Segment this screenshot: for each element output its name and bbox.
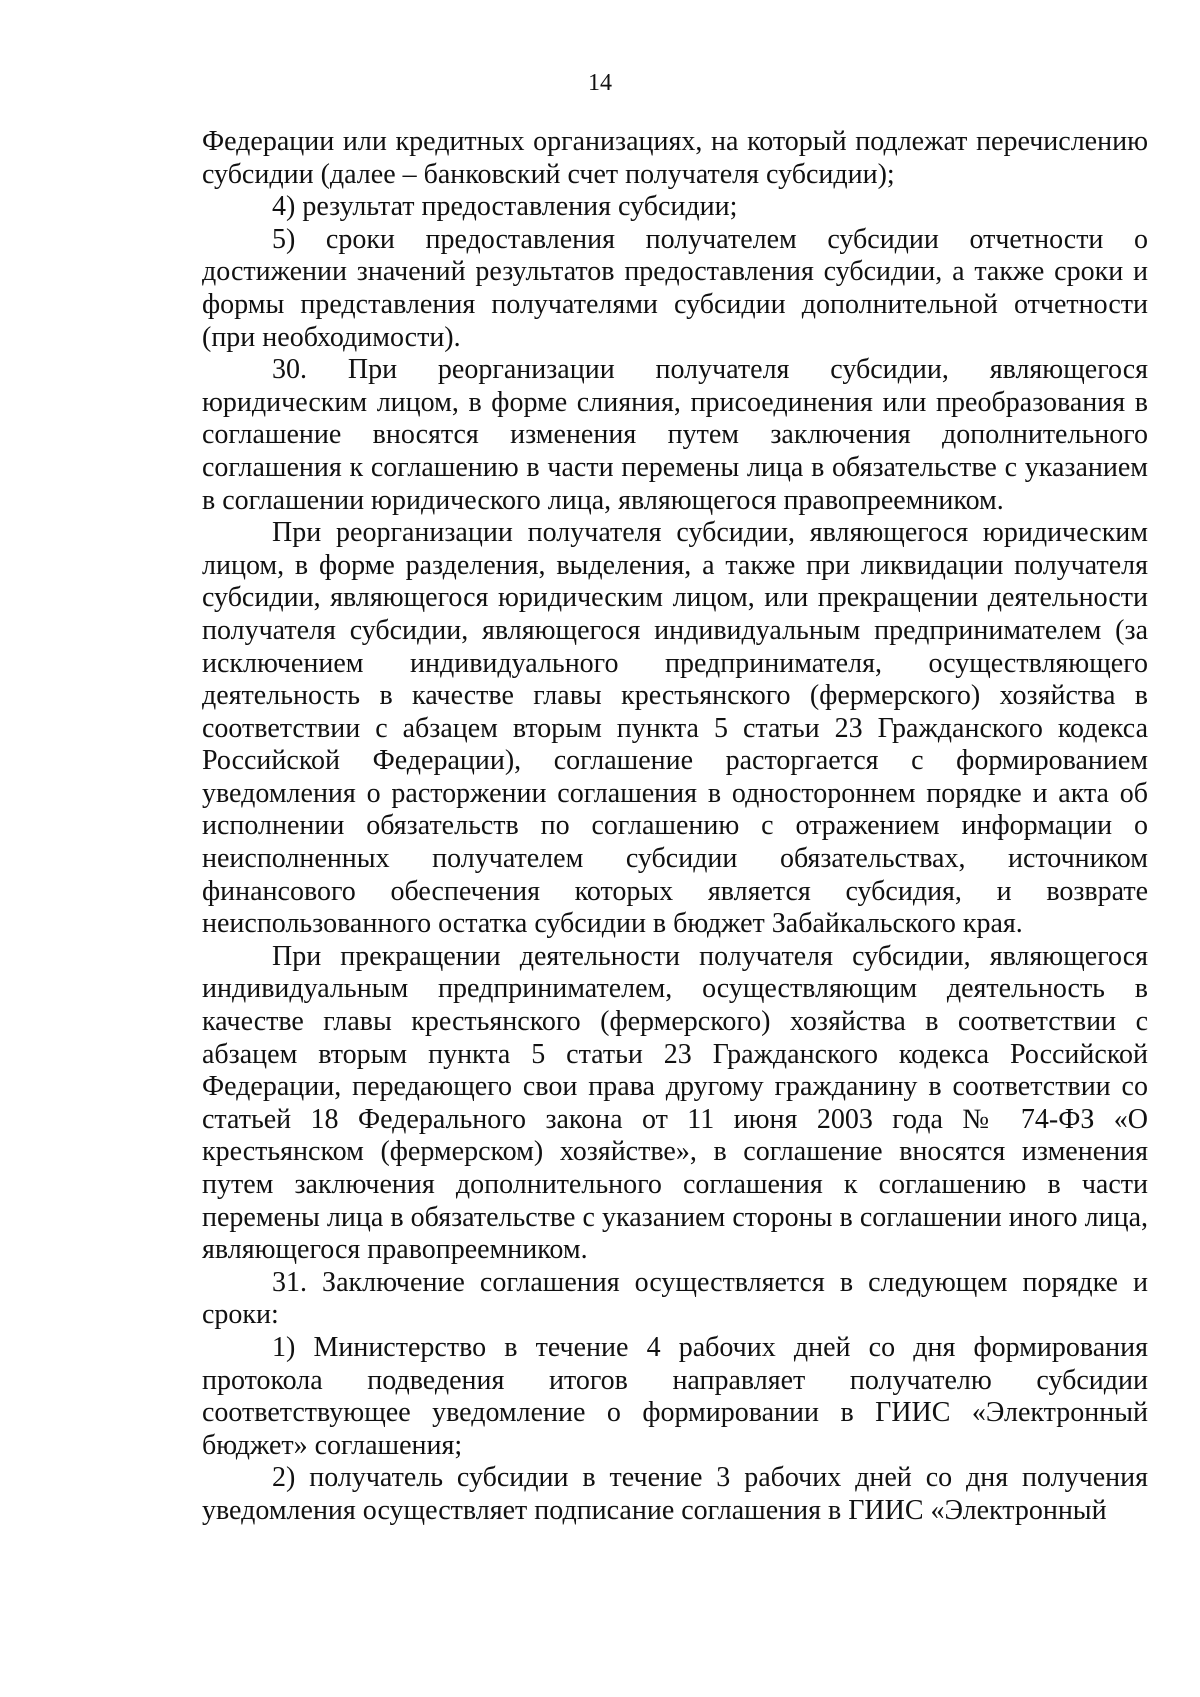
paragraph-item-5: 5) сроки предоставления получателем субсидии отчетности о достижении значений результатов предоставления субсидии, а также сроки и формы представления получателями субсидии дополнительной отчетности (при необходимости). [202,223,1148,353]
paragraph-clause-31: 31. Заключение соглашения осуществляется в следующем порядке и сроки: [202,1266,1148,1331]
page-number: 14 [588,70,612,96]
paragraph-reorganization: При реорганизации получателя субсидии, являющегося юридическим лицом, в форме разделения, выделения, а также при ликвидации получателя субсидии, являющегося юридическим лицом, или прекращении деятельности получателя субсидии, являющегося индивидуальным предпринимателем (за исключением индивидуального предпринимателя, осуществляющего деятельность в качестве главы крестьянского (фермерского) хозяйства в соответствии с абзацем вторым пункта 5 статьи 23 Гражданского кодекса Российской Федерации), соглашение расторгается с формированием уведомления о расторжении соглашения в одностороннем порядке и акта об исполнении обязательств по соглашению с отражением информации о неисполненных получателем субсидии обязательствах, источником финансового обеспечения которых является субсидия, и возврате неиспользованного остатка субсидии в бюджет Забайкальского края. [202,517,1148,940]
paragraph-step-2: 2) получатель субсидии в течение 3 рабочих дней со дня получения уведомления осуществляет подписание соглашения в ГИИС «Электронный [202,1462,1148,1526]
document-body [202,126,1148,1528]
paragraph-clause-30: 30. При реорганизации получателя субсидии, являющегося юридическим лицом, в форме слияния, присоединения или преобразования в соглашение вносятся изменения путем заключения дополнительного соглашения к соглашению в части перемены лица в обязательстве с указанием в соглашении юридического лица, являющегося правопреемником. [202,354,1148,516]
paragraph-step-1: 1) Министерство в течение 4 рабочих дней со дня формирования протокола подведения итогов направляет получателю субсидии соответствующее уведомление о формировании в ГИИС «Электронный бюджет» соглашения; [202,1331,1148,1461]
paragraph-termination: При прекращении деятельности получателя субсидии, являющегося индивидуальным предпринимателем, осуществляющим деятельность в качестве главы крестьянского (фермерского) хозяйства в соответствии с абзацем вторым пункта 5 статьи 23 Гражданского кодекса Российской Федерации, передающего свои права другому гражданину в соответствии со статьей 18 Федерального закона от 11 июня 2003 года № 74-ФЗ «О крестьянском (фермерском) хозяйстве», в соглашение вносятся изменения путем заключения дополнительного соглашения к соглашению в части перемены лица в обязательстве с указанием стороны в соглашении иного лица, являющегося правопреемником. [202,940,1148,1266]
paragraph-continuation: Федерации или кредитных организациях, на который подлежат перечислению субсидии (далее – банковский счет получателя субсидии); [202,126,1148,190]
paragraph-item-4: 4) результат предоставления субсидии; [272,191,738,223]
